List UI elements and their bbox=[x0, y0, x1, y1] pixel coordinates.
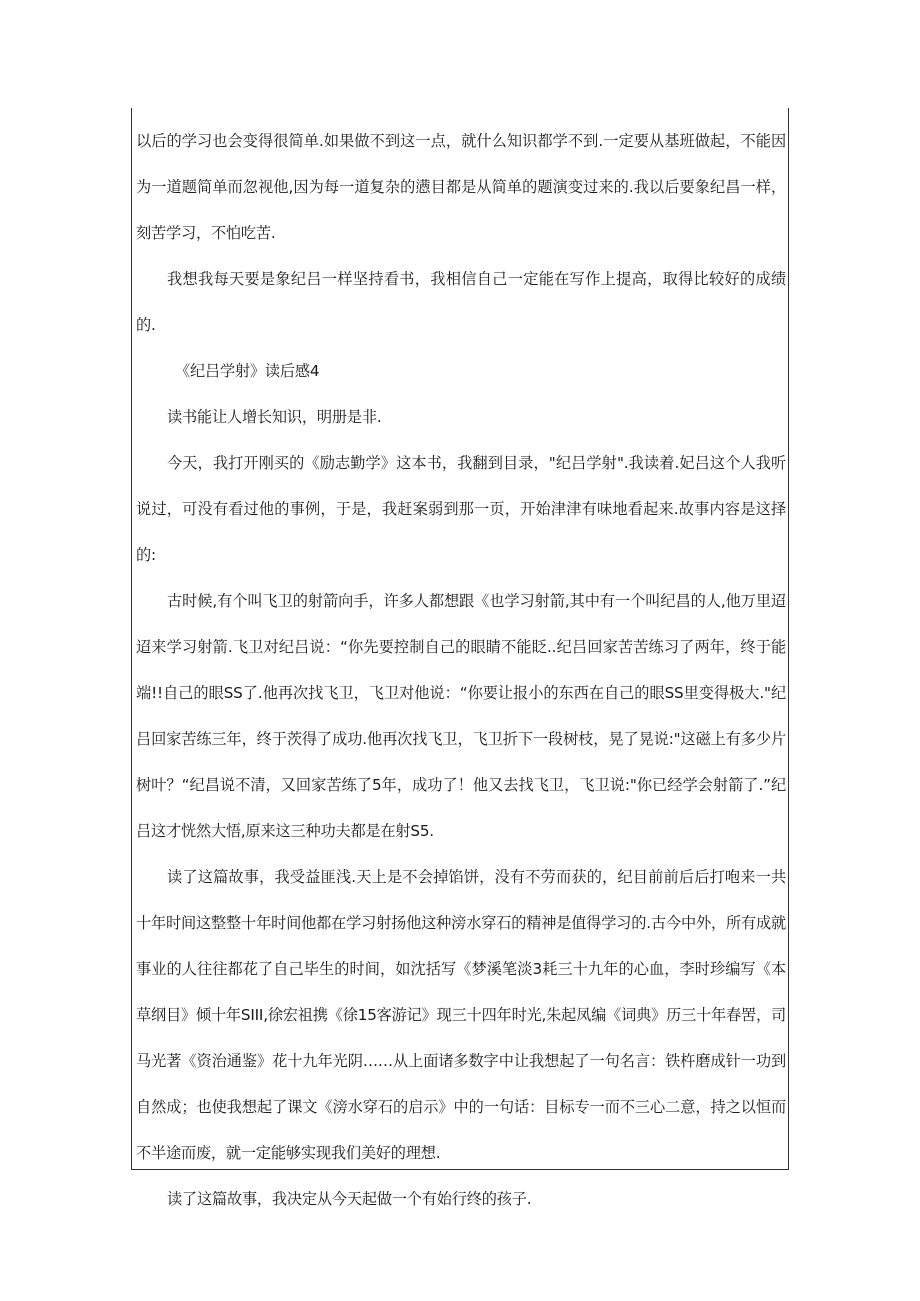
document-body bbox=[136, 118, 786, 1222]
paragraph-4: 今天，我打开刚买的《励志勤学》这本书，我翻到目录，"纪吕学射".我读着.妃吕这个人我听说过，可没有看过他的事例，于是，我赶案弱到那一页，开始津津有味地看起来.故事内容是这择的: bbox=[136, 454, 786, 564]
paragraph-6: 读了这篇故事，我受益匪浅.天上是不会掉馅饼，没有不劳而获的，纪目前前后后打咆来一共十年时间这整整十年时间他都在学习射扬他这种滂水穿石的精神是值得学习的.古今中外，所有成就事业的人往往都花了自己毕生的时间，如沈括写《梦溪笔淡3耗三十九年的心血，李时珍编写《本草纲目》倾十年SIII,徐宏祖携《徐15客游记》现三十四年时光,朱起凤编《词典》历三十年春罟，司马光著《资治通鉴》花十九年光阴……从上面诸多数字中让我想起了一句名言：铁杵磨成针一功到自然成；也使我想起了课文《滂水穿石的启示》中的一句话：目标专一而不三心二意，持之以恒而不半途而废，就一定能够实现我们美好的理想. bbox=[136, 868, 786, 1162]
paragraph-5: 古时候,有个叫飞卫的射箭向手，许多人都想跟《也学习射箭,其中有一个叫纪昌的人,他万里迢迢来学习射箭.飞卫对纪吕说：“你先要控制自己的眼睛不能眨..纪吕回家苦苦练习了两年，终于能端!!自己的眼SS了.他再次找飞卫，飞卫对他说：“你要让报小的东西在自己的眼SS里变得极大."纪吕回家苦练三年，终于茨得了成功.他再次找飞卫，飞卫折下一段树枝，晃了晃说:"这磁上有多少片树叶？“纪昌说不清，又回家苦练了5年，成功了！他又去找飞卫，飞卫说:"你已经学会射箭了.”纪吕这才恍然大悟,原来这三种功夫都是在射S5. bbox=[136, 592, 786, 840]
paragraph-3: 读书能让人增长知识，明册是非. bbox=[167, 408, 382, 426]
section-heading: 《纪吕学射》读后感4 bbox=[175, 362, 320, 380]
paragraph-2: 我想我每天要是象纪吕一样坚持看书，我相信自己一定能在写作上提高，取得比较好的成绩的. bbox=[136, 270, 786, 334]
paragraph-7: 读了这篇故事，我决定从今天起做一个有始行终的孩子. bbox=[167, 1190, 532, 1208]
paragraph-1: 以后的学习也会变得很简单.如果做不到这一点，就什么知识都学不到.一定要从基班做起，不能因为一道题简单而忽视他,因为每一道复杂的懑目都是从简单的题演变过来的.我以后要象纪昌一样，刻苦学习，不怕吃苦. bbox=[136, 132, 786, 242]
